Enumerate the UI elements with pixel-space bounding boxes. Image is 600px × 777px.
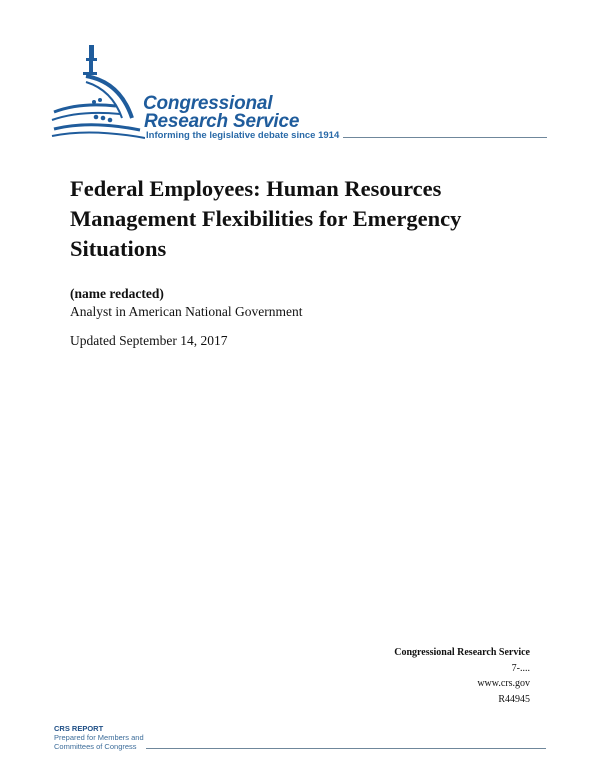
report-number: R44945 <box>498 693 530 705</box>
logo-line-2: Research Service <box>144 111 300 132</box>
author-role: Analyst in American National Government <box>70 304 303 319</box>
capitol-dome-icon <box>50 40 145 145</box>
author-name: (name redacted) <box>70 286 164 301</box>
contact-website[interactable]: www.crs.gov <box>477 678 530 689</box>
footer-line-2: Committees of Congress <box>54 741 137 751</box>
contact-org: Congressional Research Service <box>394 647 530 658</box>
footer-block <box>54 725 144 751</box>
contact-phone: 7-.... <box>511 662 530 674</box>
footer-line-1: Prepared for Members and <box>54 732 144 742</box>
crs-logo <box>50 40 550 150</box>
logo-line-1: Congressional <box>143 93 273 114</box>
updated-date: Updated September 14, 2017 <box>70 333 228 348</box>
contact-block <box>394 645 530 707</box>
logo-tagline: Informing the legislative debate since 1914 <box>146 130 340 141</box>
tagline-divider <box>343 137 547 138</box>
document-title: Federal Employees: Human Resources Management Flexibilities for Emergency Situations <box>70 176 462 261</box>
footer-label: CRS REPORT <box>54 724 104 733</box>
footer-divider <box>146 748 546 749</box>
